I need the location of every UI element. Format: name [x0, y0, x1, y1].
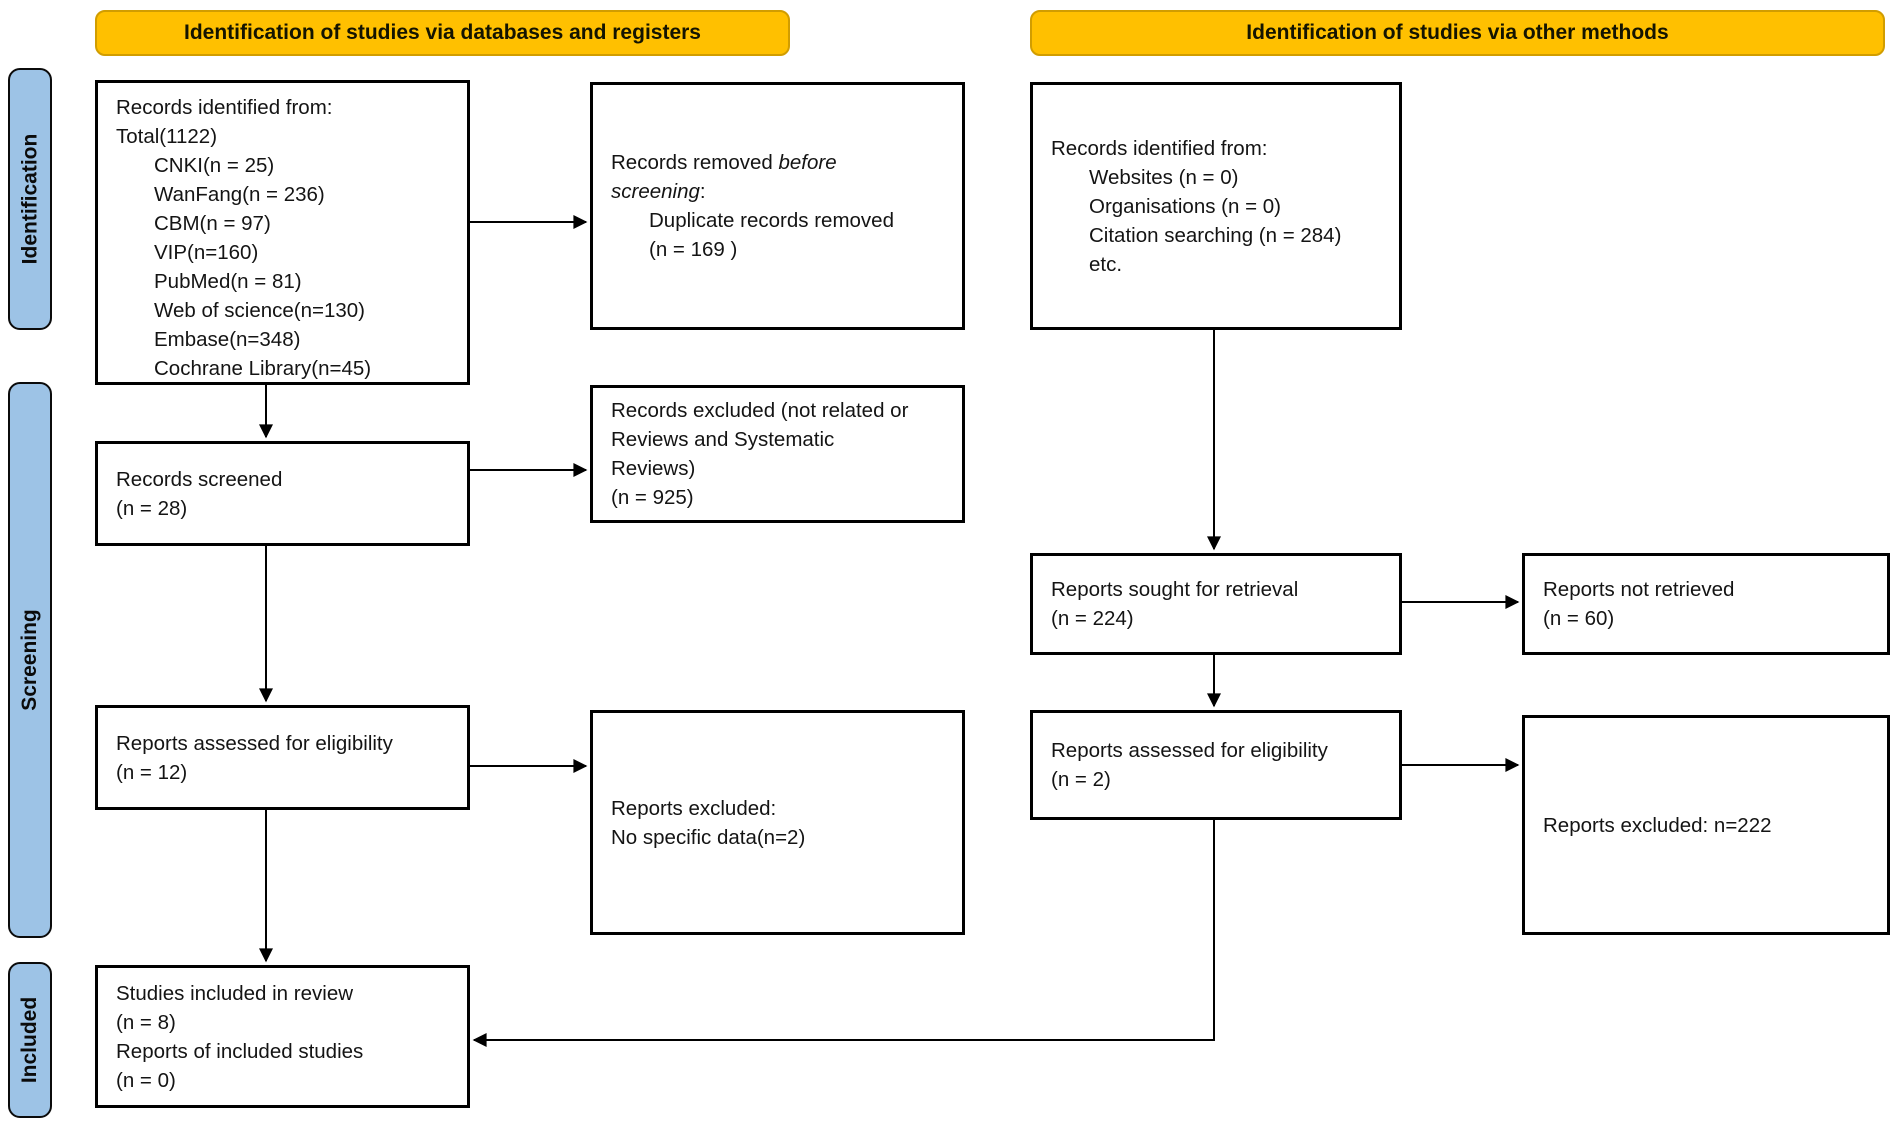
banner-other-methods: Identification of studies via other methods	[1030, 10, 1885, 56]
phase-included-label: Included	[18, 996, 41, 1084]
box-text-line: Reports assessed for eligibility	[116, 731, 393, 755]
box-text-line: VIP(n=160)	[154, 241, 259, 264]
box-reports-assessed-databases	[95, 705, 470, 810]
box-text-line: Total(1122)	[116, 125, 218, 148]
box-text-line: Reports assessed for eligibility	[1051, 739, 1328, 762]
box-text-line: screening:	[611, 180, 706, 203]
box-reports-excluded-no-data	[590, 710, 965, 935]
box-text-line: Records screened	[116, 467, 283, 491]
box-text-line: Reports excluded:	[611, 796, 777, 820]
phase-screening-label: Screening	[18, 609, 42, 711]
box-studies-included	[95, 965, 470, 1108]
box-records-removed-before-screening	[590, 82, 965, 330]
box-text-line: Reports not retrieved	[1543, 578, 1735, 601]
box-text-line: Records excluded (not related or	[611, 399, 909, 422]
box-text-line: Reports excluded: n=222	[1543, 813, 1772, 837]
box-text-line: Organisations (n = 0)	[1089, 194, 1281, 218]
banner-databases-registers: Identification of studies via databases and registers	[95, 10, 790, 56]
box-text-line: Cochrane Library(n=45)	[154, 357, 372, 380]
box-text-line: CNKI(n = 25)	[154, 154, 275, 177]
box-records-identified-databases	[95, 80, 470, 385]
phase-identification	[8, 68, 52, 330]
box-text-line: (n = 8)	[116, 1010, 176, 1034]
box-text-line: Reports sought for retrieval	[1051, 578, 1299, 601]
box-text-line: PubMed(n = 81)	[154, 270, 302, 293]
box-reports-assessed-other	[1030, 710, 1402, 820]
box-text-line: WanFang(n = 236)	[154, 183, 325, 206]
phase-included	[8, 962, 52, 1118]
phase-screening	[8, 382, 52, 938]
box-text-line: (n = 925)	[611, 486, 694, 509]
phase-identification-label: Identification	[18, 133, 42, 265]
box-text-line: Web of science(n=130)	[154, 299, 366, 322]
box-text-line: (n = 169 )	[649, 238, 738, 261]
box-text-line: Reviews and Systematic	[611, 428, 835, 451]
box-text-line: Embase(n=348)	[154, 328, 301, 351]
box-reports-excluded-222	[1522, 715, 1890, 935]
box-records-excluded	[590, 385, 965, 523]
box-text-line: Websites (n = 0)	[1089, 165, 1239, 189]
box-text-line: (n = 2)	[1051, 768, 1111, 791]
box-text-line: (n = 12)	[116, 760, 188, 784]
box-text-line: Duplicate records removed	[649, 209, 894, 232]
box-text-line: No specific data(n=2)	[611, 825, 806, 849]
box-text-line: (n = 28)	[116, 496, 188, 520]
box-text-line: Citation searching (n = 284)	[1089, 223, 1342, 247]
box-records-screened	[95, 441, 470, 546]
box-text-line: etc.	[1089, 252, 1123, 276]
box-text-line: Reports of included studies	[116, 1039, 364, 1063]
box-reports-not-retrieved	[1522, 553, 1890, 655]
box-text-line: (n = 60)	[1543, 607, 1615, 630]
box-records-identified-other	[1030, 82, 1402, 330]
box-text-line: Records removed before	[611, 151, 837, 174]
box-text-line: CBM(n = 97)	[154, 212, 271, 235]
box-text-line: Records identified from:	[1051, 136, 1268, 160]
box-text-line: (n = 0)	[116, 1068, 176, 1092]
box-text-line: Reviews)	[611, 457, 696, 480]
box-text-line: Records identified from:	[116, 96, 333, 119]
box-text-line: (n = 224)	[1051, 607, 1134, 630]
box-text-line: Studies included in review	[116, 981, 354, 1005]
box-reports-sought-retrieval	[1030, 553, 1402, 655]
